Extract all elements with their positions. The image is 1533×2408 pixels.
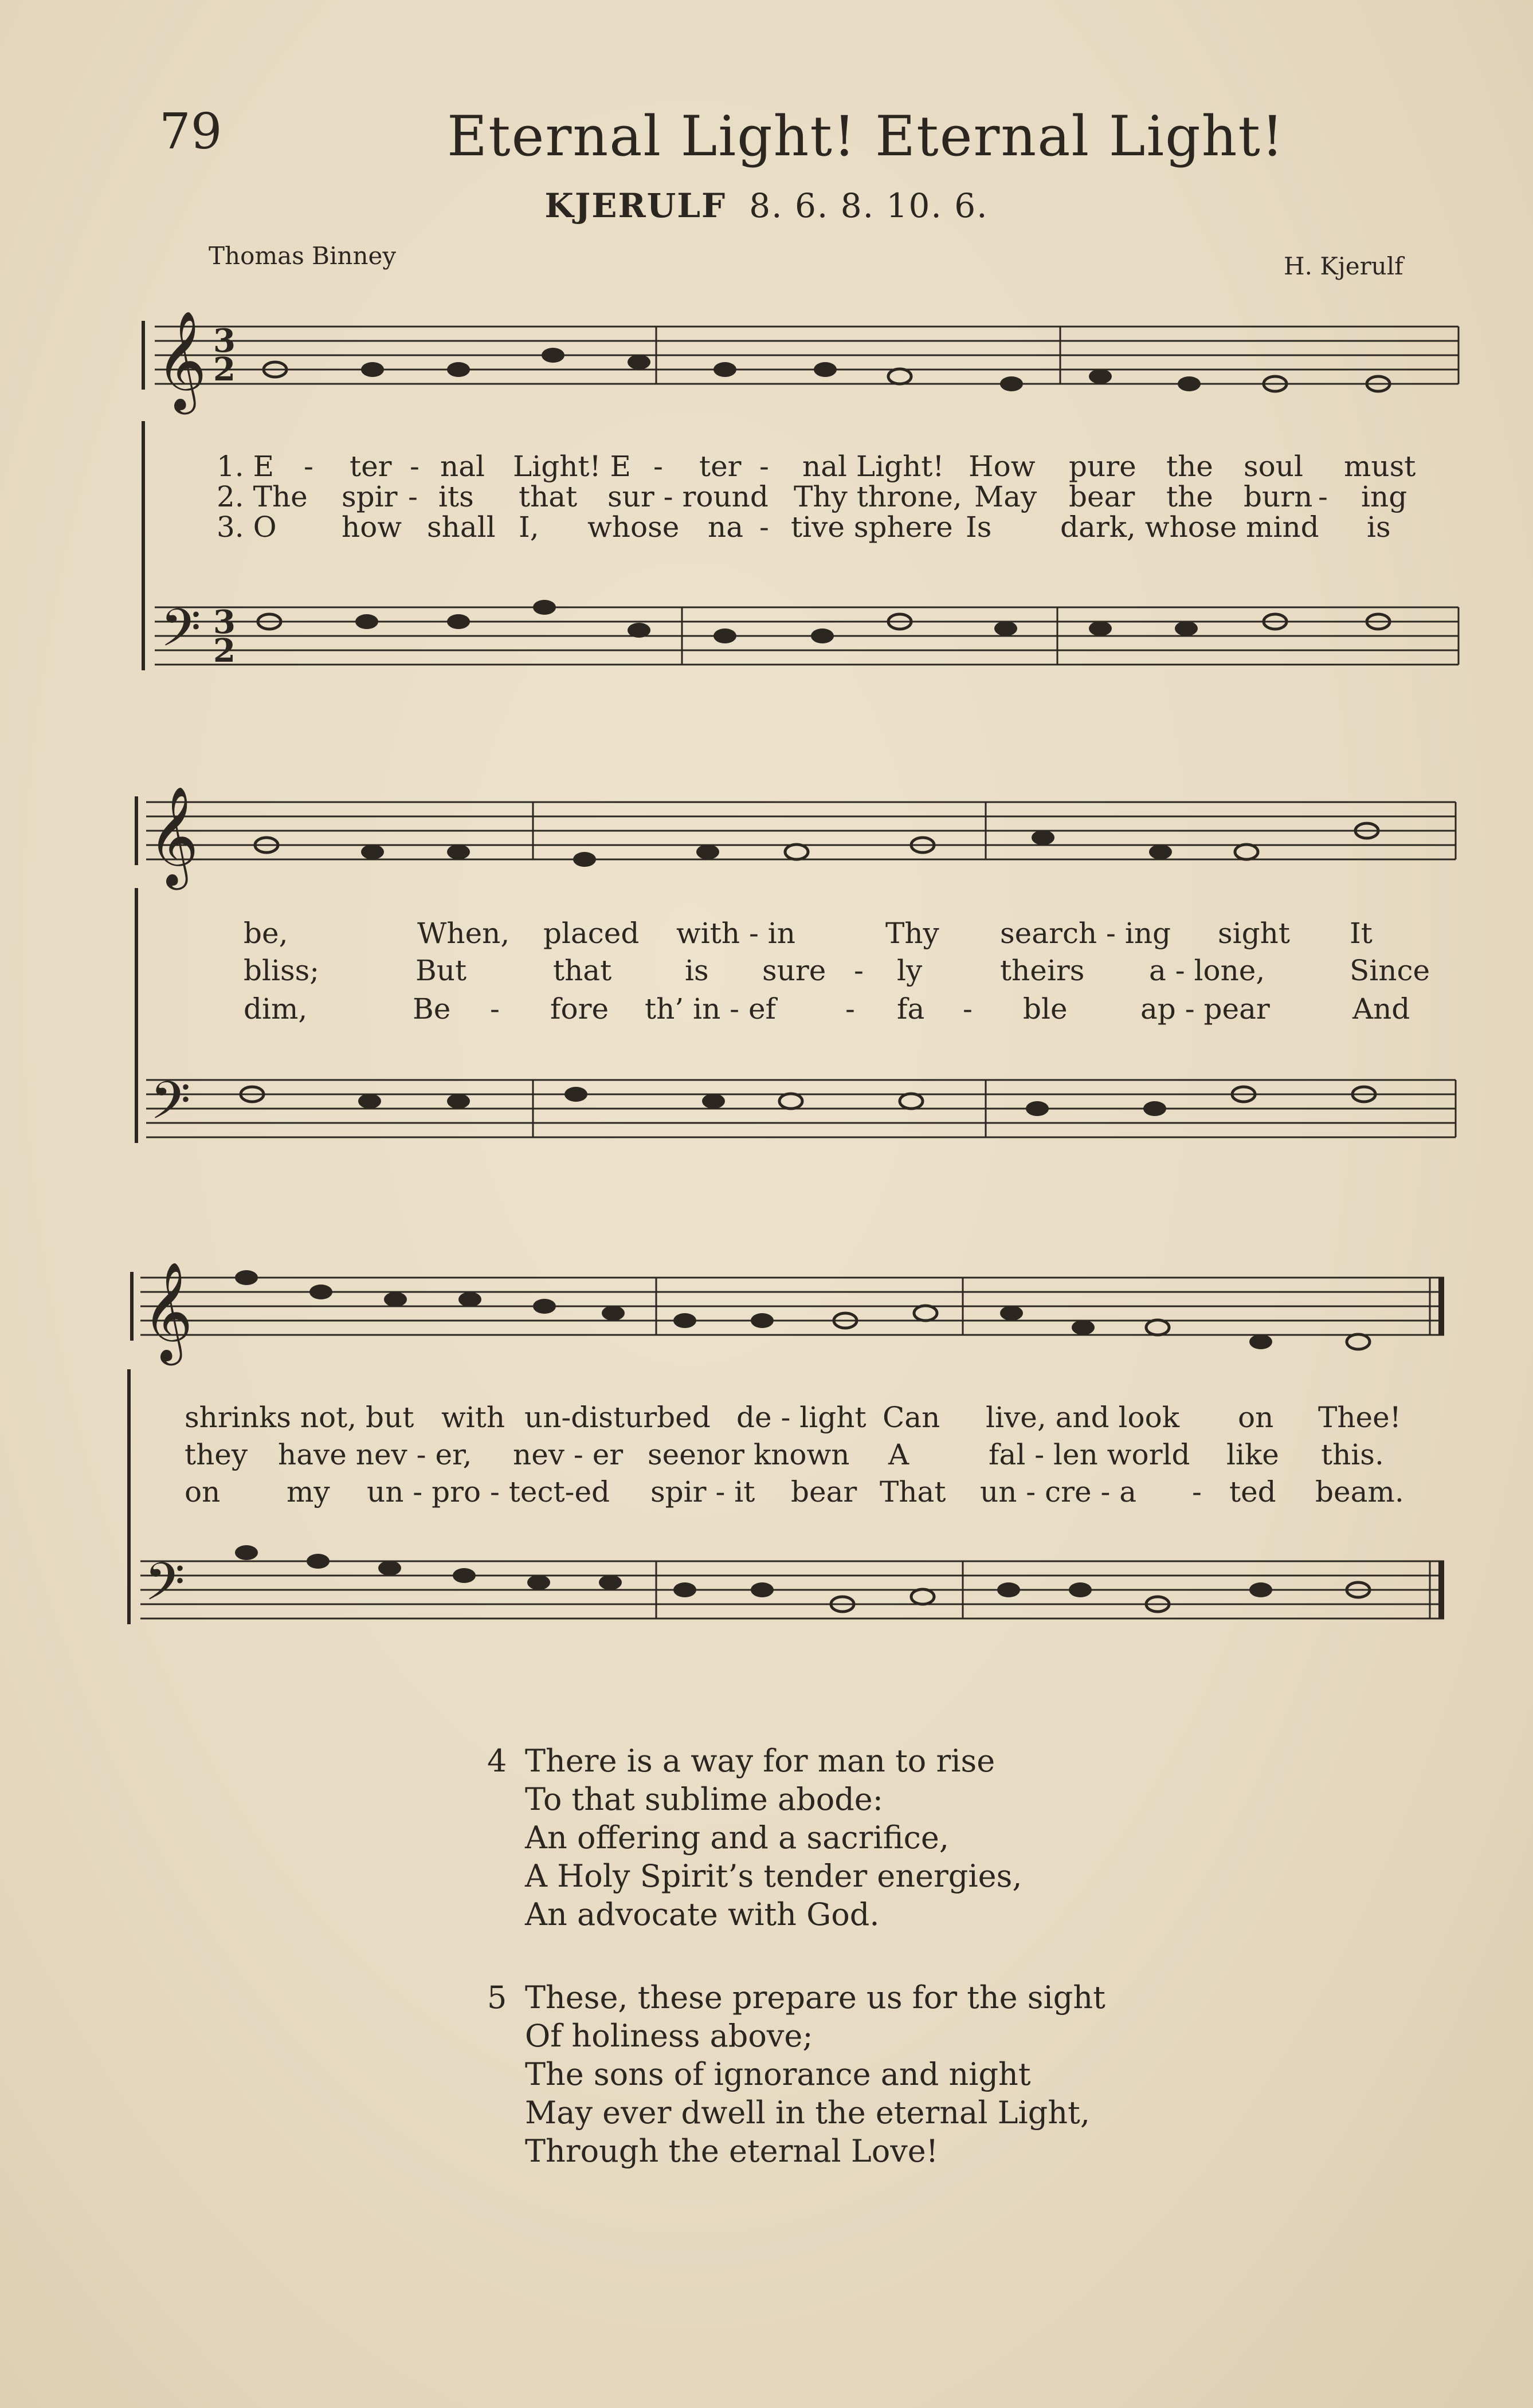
- treble-clef-icon: 𝄞: [142, 1262, 193, 1361]
- syllable: de - light: [736, 1401, 867, 1434]
- syllable: pure: [1069, 450, 1136, 483]
- syllable: soul: [1244, 450, 1303, 483]
- tune-meter: 8. 6. 8. 10. 6.: [749, 186, 989, 225]
- stanza-4: [487, 1742, 1105, 1934]
- syllable: -: [963, 992, 973, 1026]
- syllable: -: [845, 992, 855, 1026]
- syllable: is: [685, 954, 709, 987]
- additional-stanzas: [487, 1742, 1105, 2215]
- syllable: like: [1226, 1438, 1279, 1471]
- syllable: sight: [1218, 917, 1290, 950]
- syllable: bear: [1069, 480, 1135, 513]
- bass-clef-icon: 𝄢: [150, 1070, 191, 1144]
- syllable: on: [1238, 1401, 1274, 1434]
- syllable: -: [410, 450, 419, 483]
- syllable: -: [490, 992, 500, 1026]
- treble-staff-1: [0, 309, 1533, 424]
- syllable: ter: [699, 450, 742, 483]
- stanza-line: An offering and a sacrifice,: [525, 1820, 950, 1856]
- syllable: nev - er: [513, 1438, 624, 1471]
- syllable: And: [1352, 992, 1410, 1026]
- syllable: spir: [342, 480, 398, 513]
- stanza-line: A Holy Spirit’s tender energies,: [525, 1858, 1022, 1894]
- syllable: un - pro - tect-ed: [367, 1475, 610, 1509]
- lyric-row-3-2: [0, 1438, 1533, 1472]
- syllable: I,: [519, 510, 539, 544]
- syllable: -: [1192, 1475, 1202, 1509]
- treble-staff-3: [0, 1260, 1533, 1375]
- syllable: That: [880, 1475, 946, 1509]
- syllable: placed: [543, 917, 640, 950]
- syllable: -: [408, 480, 418, 513]
- syllable: bliss;: [244, 954, 320, 987]
- syllable: Is: [966, 510, 992, 544]
- syllable: Can: [883, 1401, 940, 1434]
- syllable: seen: [648, 1438, 715, 1471]
- syllable: nal: [440, 450, 485, 483]
- treble-clef-icon: 𝄞: [156, 311, 207, 410]
- syllable: Thy throne,: [794, 480, 962, 513]
- bass-staff-3: [0, 1535, 1533, 1667]
- syllable: Be: [413, 992, 451, 1026]
- syllable: live, and look: [986, 1401, 1180, 1434]
- lyric-row-3-1: [0, 1401, 1533, 1435]
- syllable: -: [854, 954, 864, 987]
- bass-staff-2: [0, 1054, 1533, 1186]
- stanza-number: 5: [487, 1979, 507, 2016]
- syllable: How: [969, 450, 1036, 483]
- stanza-5: [487, 1978, 1105, 2170]
- composer: H. Kjerulf: [1284, 252, 1403, 280]
- stanza-line: Of holiness above;: [525, 2018, 813, 2054]
- syllable: theirs: [1000, 954, 1085, 987]
- syllable: But: [415, 954, 467, 987]
- bass-clef-icon: 𝄢: [160, 598, 201, 671]
- syllable: When,: [417, 917, 510, 950]
- syllable: dark, whose mind: [1060, 510, 1319, 544]
- syllable: on: [185, 1475, 221, 1509]
- syllable: sure: [762, 954, 826, 987]
- bass-clef-icon: 𝄢: [144, 1551, 185, 1625]
- syllable: beam.: [1315, 1475, 1404, 1509]
- stanza-line: To that sublime abode:: [525, 1781, 883, 1817]
- treble-notes-3: [235, 1270, 1370, 1349]
- bass-notes-3: [235, 1545, 1370, 1612]
- syllable: -: [653, 450, 663, 483]
- syllable: 1. E: [217, 450, 275, 483]
- syllable: It: [1350, 917, 1373, 950]
- treble-clef-icon: 𝄞: [148, 786, 199, 886]
- hymn-number: 79: [159, 103, 222, 160]
- syllable: they: [185, 1438, 248, 1471]
- syllable: ted: [1229, 1475, 1276, 1509]
- syllable: with - in: [676, 917, 795, 950]
- syllable: that: [519, 480, 578, 513]
- stanza-line: The sons of ignorance and night: [525, 2056, 1031, 2092]
- syllable: be,: [244, 917, 288, 950]
- syllable: tive sphere: [791, 510, 953, 544]
- syllable: Thy: [885, 917, 939, 950]
- tune-name: KJERULF: [544, 186, 727, 225]
- bass-staff-1: [0, 582, 1533, 713]
- bass-notes-2: [241, 1087, 1375, 1116]
- syllable: its: [438, 480, 474, 513]
- tune-line: [0, 186, 1533, 225]
- syllable: whose: [587, 510, 680, 544]
- syllable: 2. The: [217, 480, 308, 513]
- syllable: ly: [897, 954, 923, 987]
- syllable: Light! E: [513, 450, 631, 483]
- syllable: a - lone,: [1149, 954, 1265, 987]
- syllable: is: [1367, 510, 1391, 544]
- time-signature-bottom: 2: [213, 351, 236, 388]
- syllable: Since: [1350, 954, 1430, 987]
- treble-staff-2: [0, 785, 1533, 899]
- syllable: na: [708, 510, 744, 544]
- syllable: dim,: [244, 992, 308, 1026]
- syllable: or known: [713, 1438, 850, 1471]
- syllable: burn: [1244, 480, 1313, 513]
- syllable: have nev - er,: [278, 1438, 472, 1471]
- syllable: ing: [1361, 480, 1407, 513]
- lyric-row-1-2: [0, 480, 1533, 514]
- time-signature-top: 3: [213, 603, 236, 641]
- syllable: ter: [350, 450, 392, 483]
- syllable: search - ing: [1000, 917, 1171, 950]
- lyric-row-1-3: [0, 510, 1533, 545]
- syllable: spir - it: [650, 1475, 755, 1509]
- syllable: un-disturbed: [524, 1401, 711, 1434]
- syllable: -: [304, 450, 313, 483]
- syllable: shall: [427, 510, 496, 544]
- syllable: my: [287, 1475, 330, 1509]
- stanza-line: Through the eternal Love!: [525, 2133, 939, 2169]
- syllable: bear: [791, 1475, 857, 1509]
- syllable: A: [888, 1438, 909, 1471]
- syllable: fal - len world: [989, 1438, 1190, 1471]
- time-signature-top: 3: [213, 322, 236, 360]
- syllable: how: [342, 510, 402, 544]
- syllable: shrinks not, but: [185, 1401, 414, 1434]
- syllable: th’ in - ef: [645, 992, 777, 1026]
- lyric-row-3-3: [0, 1475, 1533, 1510]
- syllable: fa: [897, 992, 925, 1026]
- syllable: Thee!: [1318, 1401, 1401, 1434]
- stanza-line: There is a way for man to rise: [525, 1743, 995, 1779]
- syllable: sur - round: [607, 480, 769, 513]
- syllable: 3. O: [217, 510, 277, 544]
- time-signature-bottom: 2: [213, 632, 236, 670]
- stanza-line: May ever dwell in the eternal Light,: [525, 2095, 1091, 2131]
- hymn-title: Eternal Light! Eternal Light!: [447, 104, 1285, 168]
- stanza-line: These, these prepare us for the sight: [525, 1979, 1105, 2016]
- lyric-row-1-1: [0, 450, 1533, 484]
- syllable: May: [974, 480, 1037, 513]
- syllable: -: [759, 450, 769, 483]
- author: Thomas Binney: [209, 242, 397, 270]
- syllable: must: [1344, 450, 1416, 483]
- syllable: un - cre - a: [980, 1475, 1137, 1509]
- stanza-line: An advocate with God.: [525, 1896, 880, 1932]
- syllable: nal Light!: [802, 450, 944, 483]
- syllable: fore: [550, 992, 609, 1026]
- syllable: -: [759, 510, 769, 544]
- syllable: this.: [1321, 1438, 1384, 1471]
- syllable: the: [1166, 450, 1213, 483]
- stanza-number: 4: [487, 1743, 507, 1779]
- lyric-row-2-3: [0, 992, 1533, 1027]
- lyric-row-2-1: [0, 917, 1533, 951]
- syllable: the: [1166, 480, 1213, 513]
- lyric-row-2-2: [0, 954, 1533, 988]
- syllable: -: [1318, 480, 1328, 513]
- syllable: ble: [1023, 992, 1068, 1026]
- syllable: ap - pear: [1140, 992, 1270, 1026]
- syllable: with: [441, 1401, 505, 1434]
- syllable: that: [553, 954, 612, 987]
